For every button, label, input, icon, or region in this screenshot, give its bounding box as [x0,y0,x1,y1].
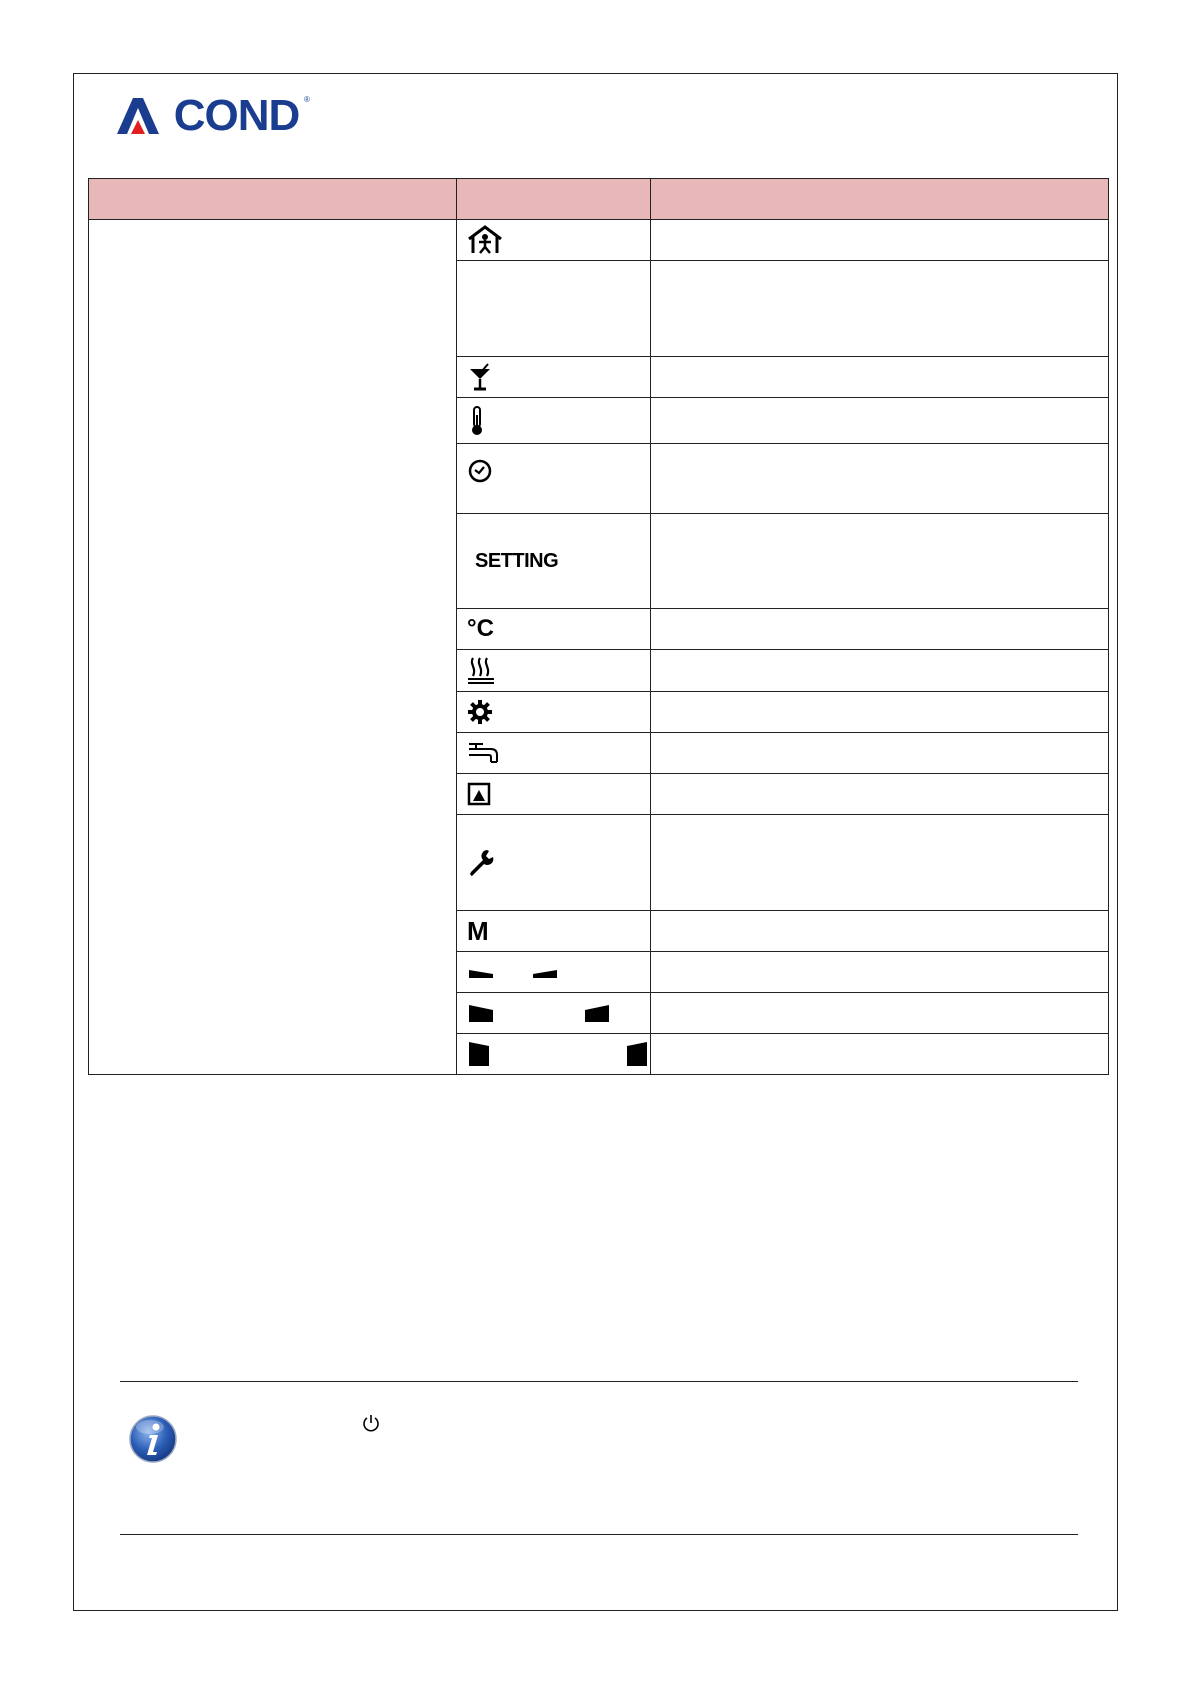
fan-speed-medium-icon [467,1002,615,1024]
setting-label: SETTING [475,549,559,572]
description-cell [651,261,1109,357]
description-cell [651,733,1109,774]
icon-cell [457,911,651,952]
description-cell [651,357,1109,398]
fan-speed-high-icon [467,1040,649,1068]
icon-cell [457,733,651,774]
icon-cell [457,609,651,650]
info-icon [128,1414,178,1464]
note-bottom-rule [120,1534,1078,1535]
description-cell [651,815,1109,911]
icon-cell [457,650,651,692]
icon-cell-empty [457,261,651,357]
icon-cell [457,514,651,609]
description-cell [651,1034,1109,1075]
table-header-row [89,179,1109,220]
icon-cell [457,220,651,261]
icon-cell [457,692,651,733]
logo-wordmark: COND [173,91,300,140]
icon-cell [457,398,651,444]
icon-cell [457,1034,651,1075]
icon-cell [457,357,651,398]
icon-cell [457,952,651,993]
cooling-gear-icon [467,699,493,725]
description-cell [651,650,1109,692]
icon-cell [457,993,651,1034]
description-cell [651,220,1109,261]
description-cell [651,993,1109,1034]
power-icon [361,1413,381,1433]
thermometer-icon [467,405,487,437]
registered-mark: ® [304,95,310,104]
description-cell [651,398,1109,444]
image-frame-icon [467,782,491,806]
icon-cell [457,774,651,815]
icon-table [88,178,1109,1075]
description-cell [651,444,1109,514]
header-cell-2 [457,179,651,220]
m-label: M [467,915,489,946]
description-cell [651,911,1109,952]
heating-waves-icon [467,656,495,686]
header-cell-1 [89,179,457,220]
note-top-rule [120,1381,1078,1382]
description-cell [651,774,1109,815]
celsius-label: °C [467,615,494,642]
description-cell [651,609,1109,650]
house-person-icon [467,225,503,255]
icon-cell [457,815,651,911]
clock-icon [467,458,493,484]
icon-cell [457,444,651,514]
merged-description-cell [89,220,457,1075]
description-cell [651,692,1109,733]
cocktail-glass-icon [467,363,493,391]
water-tap-icon [467,740,501,766]
fan-speed-low-icon [467,964,563,980]
description-cell [651,514,1109,609]
table-row [89,220,1109,261]
description-cell [651,952,1109,993]
header-cell-3 [651,179,1109,220]
wrench-icon [467,848,495,878]
